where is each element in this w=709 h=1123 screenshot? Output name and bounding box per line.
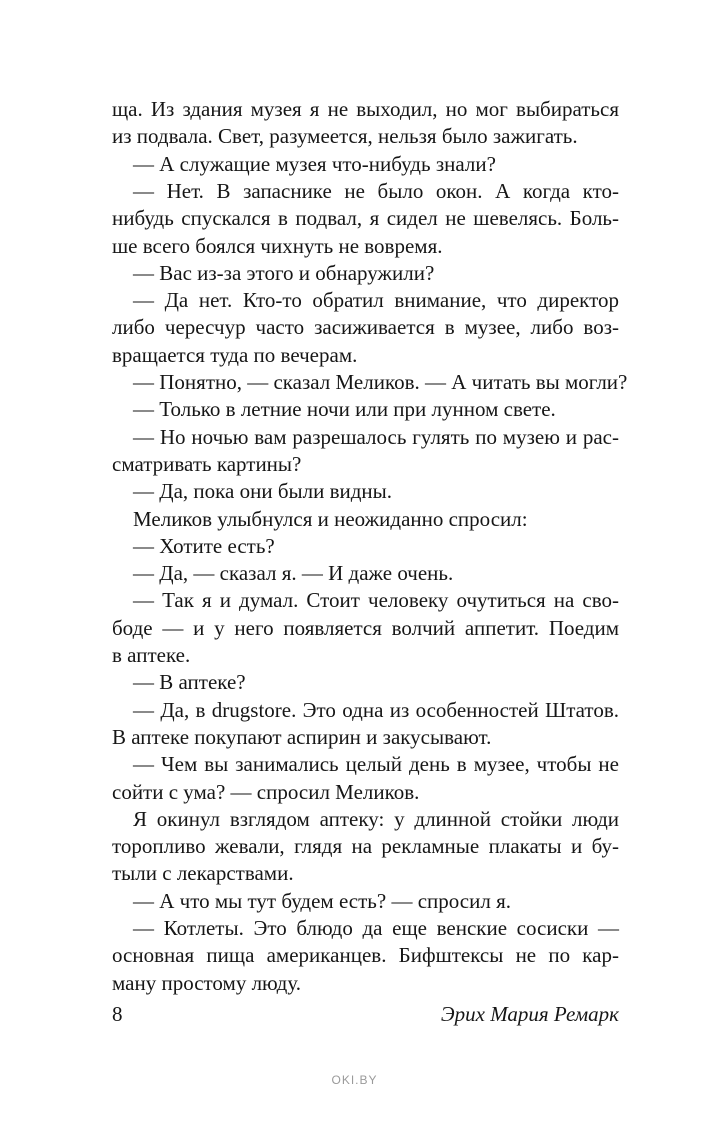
text-line: Я окинул взглядом аптеку: у длинной стойки люди [133, 806, 619, 831]
text-line: — А что мы тут будем есть? — спросил я. [133, 888, 511, 913]
text-line: ща. Из здания музея я не выходил, но мог выбираться [112, 97, 619, 121]
text-line: торопливо жевали, глядя на рекламные плакаты и бу- [112, 834, 619, 859]
text-line: — В аптеке? [133, 670, 246, 695]
text-line: — Да нет. Кто-то обратил внимание, что директор [133, 288, 619, 313]
text-line: — Чем вы занимались целый день в музее, чтобы не [133, 752, 619, 777]
text-line: основная пища американцев. Бифштексы не по кар- [112, 943, 619, 968]
text-line: из подвала. Свет, разумеется, нельзя было зажигать. [112, 124, 578, 149]
text-line: — Да, — сказал я. — И даже очень. [133, 561, 454, 586]
text-line: сматривать картины? [112, 451, 302, 476]
text-line: — Да, в drugstore. Это одна из особенностей Штатов. [133, 697, 619, 722]
text-line: — Только в летние ночи или при лунном свете. [133, 397, 556, 422]
text-line: — Хотите есть? [133, 533, 275, 558]
page-number: 8 [112, 1002, 123, 1026]
text-line: нибудь спускался в подвал, я сидел не шевелясь. Боль- [112, 206, 619, 231]
text-line: — Но ночью вам разрешалось гулять по музею и рас- [133, 424, 619, 449]
text-line: — Котлеты. Это блюдо да еще венские сосиски — [133, 916, 619, 940]
text-line: В аптеке покупают аспирин и закусывают. [112, 724, 492, 749]
text-line: — А служащие музея что-нибудь знали? [133, 151, 496, 176]
text-line: вращается туда по вечерам. [112, 342, 358, 367]
running-footer-author: Эрих Мария Ремарк [440, 1002, 619, 1026]
text-line: — Вас из-за этого и обнаружили? [133, 260, 435, 285]
text-line: — Понятно, — сказал Меликов. — А читать вы могли? [133, 370, 628, 394]
watermark: OKI.BY [331, 1073, 378, 1087]
text-line: сойти с ума? — спросил Меликов. [112, 779, 420, 804]
text-line: — Так я и думал. Стоит человеку очутиться на сво- [133, 588, 619, 613]
text-line: в аптеке. [112, 643, 191, 667]
text-line: ману простому люду. [112, 970, 302, 995]
text-line: — Да, пока они были видны. [133, 479, 393, 504]
text-line: Меликов улыбнулся и неожиданно спросил: [133, 506, 528, 531]
text-line: боде — и у него появляется волчий аппетит. Поедим [112, 615, 619, 640]
text-line: — Нет. В запаснике не было окон. А когда кто- [133, 178, 619, 203]
text-line: тыли с лекарствами. [112, 861, 294, 886]
text-line: либо чересчур часто засиживается в музее, либо воз- [112, 315, 619, 340]
text-line: ше всего боялся чихнуть не вовремя. [112, 233, 443, 258]
